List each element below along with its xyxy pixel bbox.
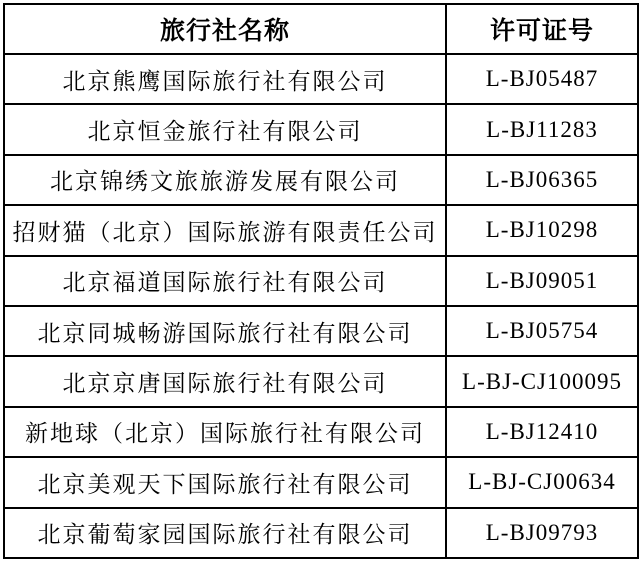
table-row [4,54,638,104]
table-row [4,256,638,306]
agency-name-cell: 北京同城畅游国际旅行社有限公司 [4,306,446,356]
license-number-cell: L-BJ-CJ00634 [446,457,638,507]
table-row [4,356,638,406]
table-row [4,306,638,356]
agency-name-cell: 新地球（北京）国际旅行社有限公司 [4,407,446,457]
table-row [4,104,638,154]
license-number-cell: L-BJ05754 [446,306,638,356]
table-row [4,457,638,507]
table-row [4,155,638,205]
agency-name-cell: 北京恒金旅行社有限公司 [4,104,446,154]
license-number-cell: L-BJ09051 [446,256,638,306]
travel-agency-table [3,3,639,559]
travel-agency-table-container [3,3,637,559]
license-number-cell: L-BJ10298 [446,205,638,255]
license-number-cell: L-BJ05487 [446,54,638,104]
agency-name-cell: 北京福道国际旅行社有限公司 [4,256,446,306]
col-header-license-number: 许可证号 [446,4,638,54]
header-row [4,4,638,54]
agency-name-cell: 北京京唐国际旅行社有限公司 [4,356,446,406]
license-number-cell: L-BJ-CJ100095 [446,356,638,406]
license-number-cell: L-BJ11283 [446,104,638,154]
table-body [4,54,638,558]
agency-name-cell: 北京美观天下国际旅行社有限公司 [4,457,446,507]
agency-name-cell: 招财猫（北京）国际旅游有限责任公司 [4,205,446,255]
license-number-cell: L-BJ12410 [446,407,638,457]
license-number-cell: L-BJ06365 [446,155,638,205]
table-row [4,205,638,255]
table-row [4,407,638,457]
agency-name-cell: 北京葡萄家园国际旅行社有限公司 [4,508,446,558]
col-header-agency-name: 旅行社名称 [4,4,446,54]
agency-name-cell: 北京熊鹰国际旅行社有限公司 [4,54,446,104]
license-number-cell: L-BJ09793 [446,508,638,558]
table-row [4,508,638,558]
agency-name-cell: 北京锦绣文旅旅游发展有限公司 [4,155,446,205]
